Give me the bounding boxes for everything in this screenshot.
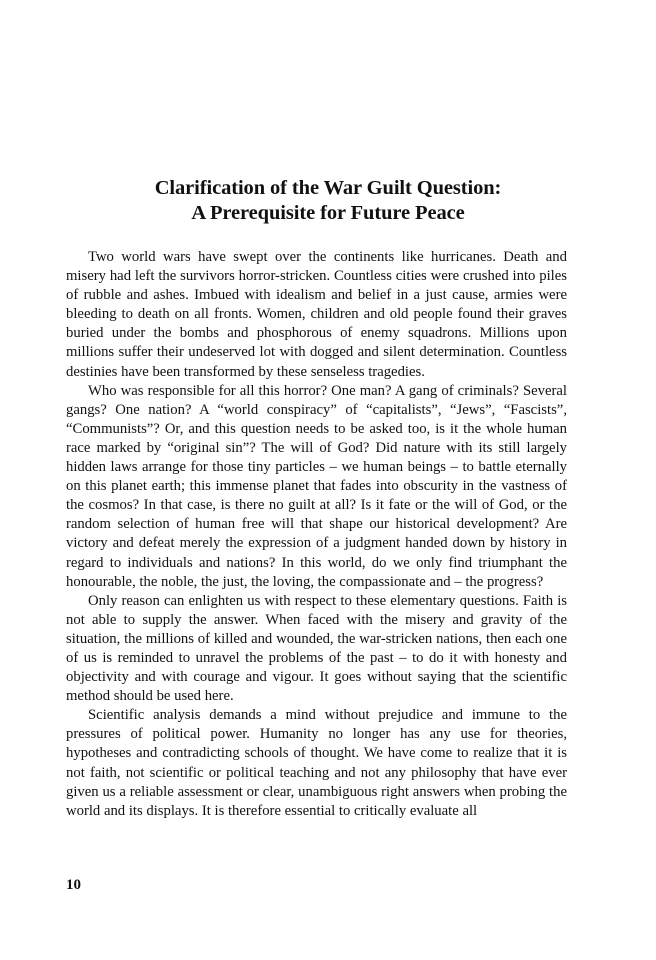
paragraph-1: Two world wars have swept over the continents like hurricanes. Death and misery had left the survivors horror-stricken. Countless cities were crushed into piles of rubble and ashes. Imbued with idealism and belief in a just cause, armies were bleeding to death on all fronts. Women, children and old people found their graves buried under the bombs and phosphorous of enemy squadrons. Millions upon millions suffer their undeserved lot with dogged and silent determination. Countless destinies have been transformed by these senseless tragedies. [66, 249, 567, 380]
chapter-title-line-1: Clarification of the War Guilt Question: [154, 177, 502, 199]
chapter-title-line-2: A Prerequisite for Future Peace [191, 202, 465, 224]
paragraph-4: Scientific analysis demands a mind without prejudice and immune to the pressures of political power. Humanity no longer has any use for theories, hypotheses and contradicting schools of thought. We have come to realize that it is not faith, not scientific or political teaching and not any philosophy that have ever given us a reliable assessment or clear, unambiguous right answers when probing the world and its displays. It is therefore essential to critically evaluate all [66, 707, 567, 819]
chapter-title [60, 176, 596, 226]
paragraph-3: Only reason can enlighten us with respect to these elementary questions. Faith is not able to supply the answer. When faced with the misery and gravity of the situation, the millions of killed and wounded, the war-stricken nations, then each one of us is reminded to unravel the problems of the past – to do it with honesty and objectivity and with courage and vigour. It goes without saying that the scientific method should be used here. [66, 592, 567, 705]
paragraph-2: Who was responsible for all this horror? One man? A gang of criminals? Several gangs? One nation? A “world conspiracy” of “capitalists”, “Jews”, “Fascists”, “Communists”? Or, and this question needs to be asked too, is it the whole human race marked by “original sin”? The will of God? Did nature with its still largely hidden laws arrange for those tiny particles – we human beings – to battle eternally on this planet earth; this immense planet that fades into obscurity in the vastness of the cosmos? In that case, is there no guilt at all? Is it fate or the will of God, or the random selection of human free will that shape our historical development? Are victory and defeat merely the expression of a judgment handed down by history in regard to individuals and nations? In this world, do we only find triumphant the honourable, the noble, the just, the loving, the compassionate and – the progress? [66, 382, 567, 590]
body-text [66, 248, 567, 821]
page-number: 10 [66, 877, 81, 893]
